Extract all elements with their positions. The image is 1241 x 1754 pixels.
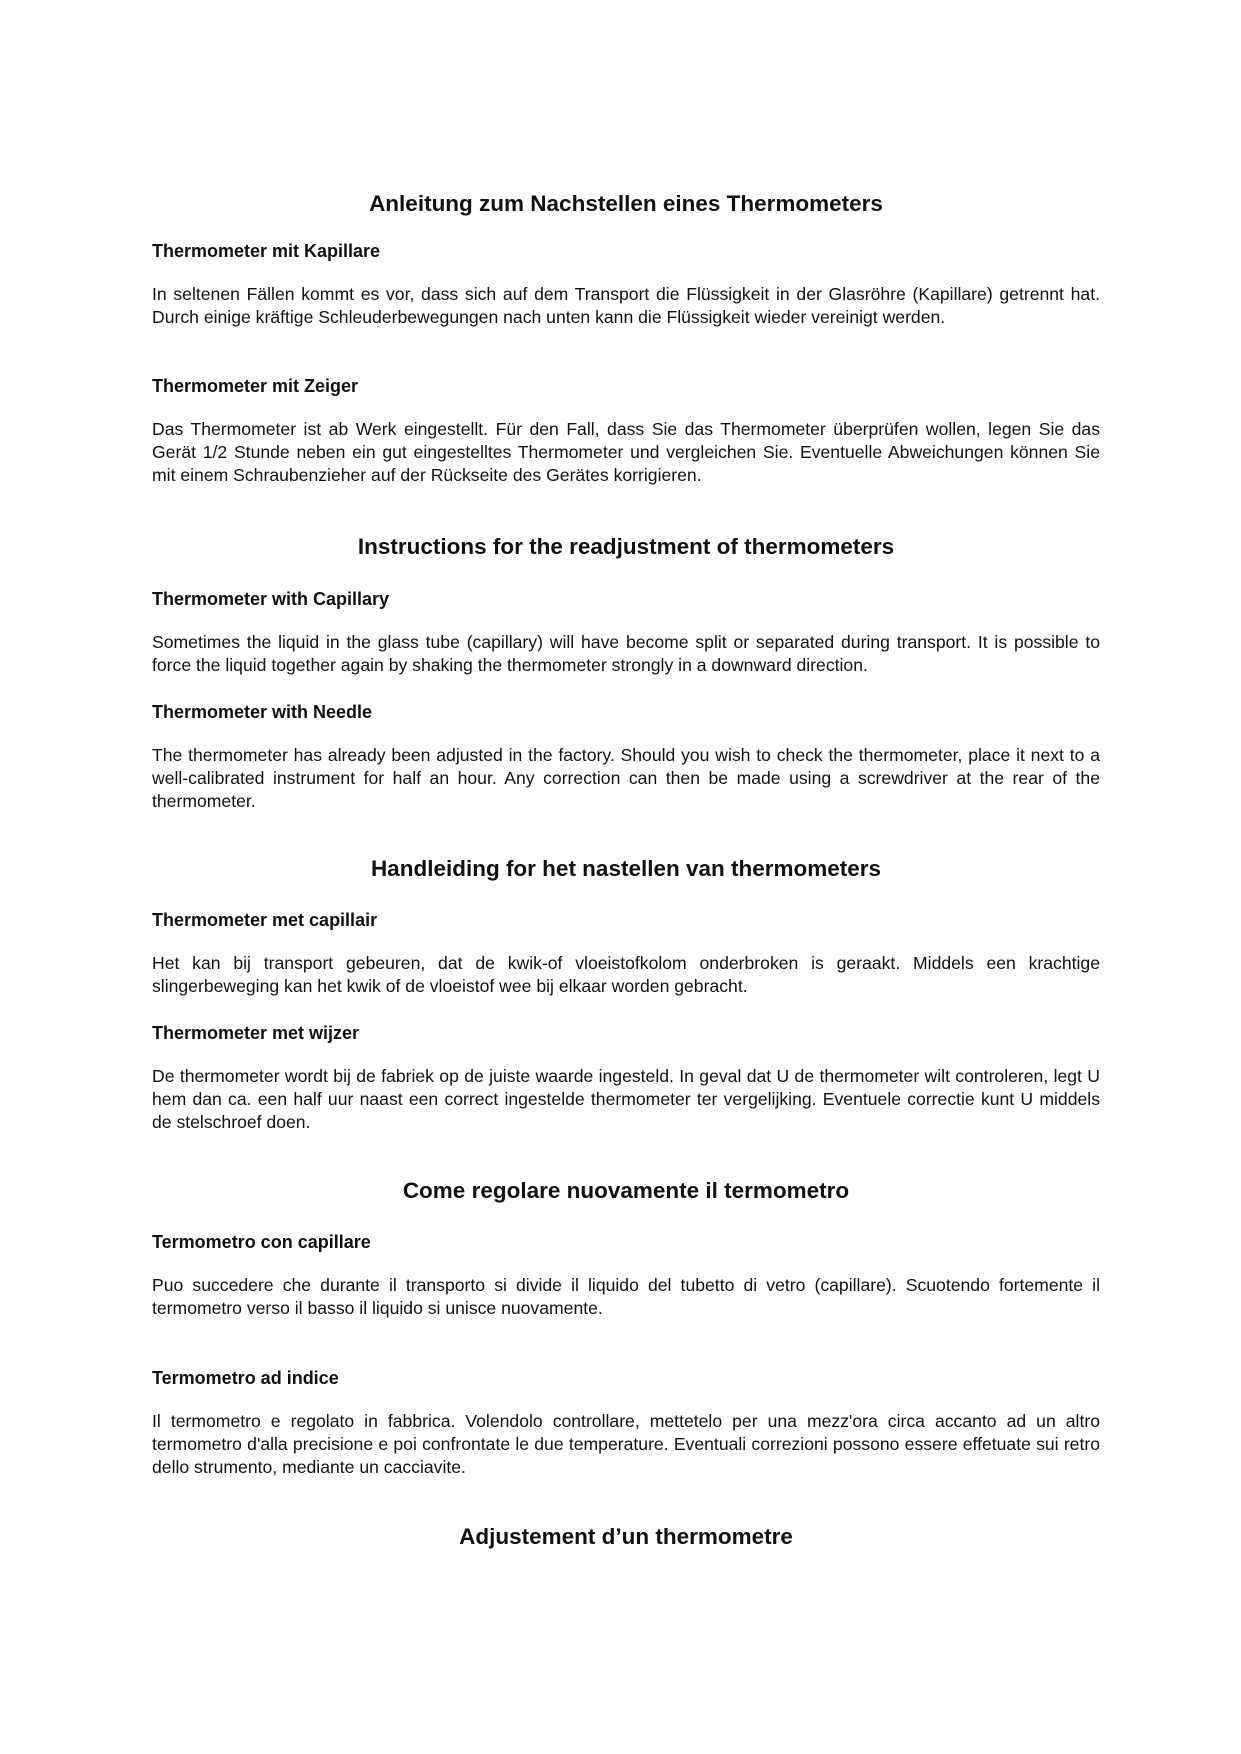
subheading-it-capillary: Termometro con capillare (152, 1232, 371, 1252)
paragraph-nl-capillary: Het kan bij transport gebeuren, dat de kwik-of vloeistofkolom onderbroken is geraakt. Middels een krachtige slingerbeweging kan het kwik of de vloeistof wee bij elkaar worden gebracht. (152, 953, 1100, 996)
section-title-fr: Adjustement d’un thermometre (459, 1524, 793, 1549)
section-title-nl: Handleiding for het nastellen van thermometers (370, 856, 882, 881)
section-title-en: Instructions for the readjustment of thermometers (357, 534, 895, 559)
subheading-nl-needle: Thermometer met wijzer (152, 1023, 360, 1043)
paragraph-de-capillary: In seltenen Fällen kommt es vor, dass sich auf dem Transport die Flüssigkeit in der Glasröhre (Kapillare) getrennt hat. Durch einige kräftige Schleuderbewegungen nach unten kann die Flüssigkeit wieder vereinigt werden. (152, 284, 1100, 327)
subheading-en-needle: Thermometer with Needle (152, 702, 373, 722)
paragraph-nl-needle: De thermometer wordt bij de fabriek op de juiste waarde ingesteld. In geval dat U de thermometer wilt controleren, legt U hem dan ca. een half uur naast een correct ingestelde thermometer ter vergelijking. Eventuele correctie kunt U middels de stelschroef doen. (152, 1066, 1100, 1132)
paragraph-it-capillary: Puo succedere che durante il transporto si divide il liquido del tubetto di vetro (capillare). Scuotendo fortemente il termometro verso il basso il liquido si unisce nuovamente. (152, 1275, 1100, 1318)
section-title-de: Anleitung zum Nachstellen eines Thermometers (369, 191, 883, 216)
subheading-en-capillary: Thermometer with Capillary (152, 589, 390, 609)
section-title-it: Come regolare nuovamente il termometro (402, 1178, 850, 1203)
subheading-de-needle: Thermometer mit Zeiger (152, 376, 359, 396)
subheading-it-needle: Termometro ad indice (152, 1368, 339, 1388)
subheading-nl-capillary: Thermometer met capillair (152, 910, 378, 930)
paragraph-it-needle: Il termometro e regolato in fabbrica. Volendolo controllare, mettetelo per una mezz'ora circa accanto ad un altro termometro d'alla precisione e poi confrontate le due temperature. Eventuali correzioni possono essere effetuate sui retro dello strumento, mediante un cacciavite. (152, 1411, 1100, 1477)
subheading-de-capillary: Thermometer mit Kapillare (152, 241, 381, 261)
paragraph-en-capillary: Sometimes the liquid in the glass tube (capillary) will have become split or separated during transport. It is possible to force the liquid together again by shaking the thermometer strongly in a downward direction. (152, 632, 1100, 675)
paragraph-en-needle: The thermometer has already been adjusted in the factory. Should you wish to check the thermometer, place it next to a well-calibrated instrument for half an hour. Any correction can then be made using a screwdriver at the rear of the thermometer. (152, 745, 1100, 811)
paragraph-de-needle: Das Thermometer ist ab Werk eingestellt. Für den Fall, dass Sie das Thermometer überprüfen wollen, legen Sie das Gerät 1/2 Stunde neben ein gut eingestelltes Thermometer und vergleichen Sie. Eventuelle Abweichungen können Sie mit einem Schraubenzieher auf der Rückseite des Gerätes korrigieren. (152, 419, 1100, 485)
